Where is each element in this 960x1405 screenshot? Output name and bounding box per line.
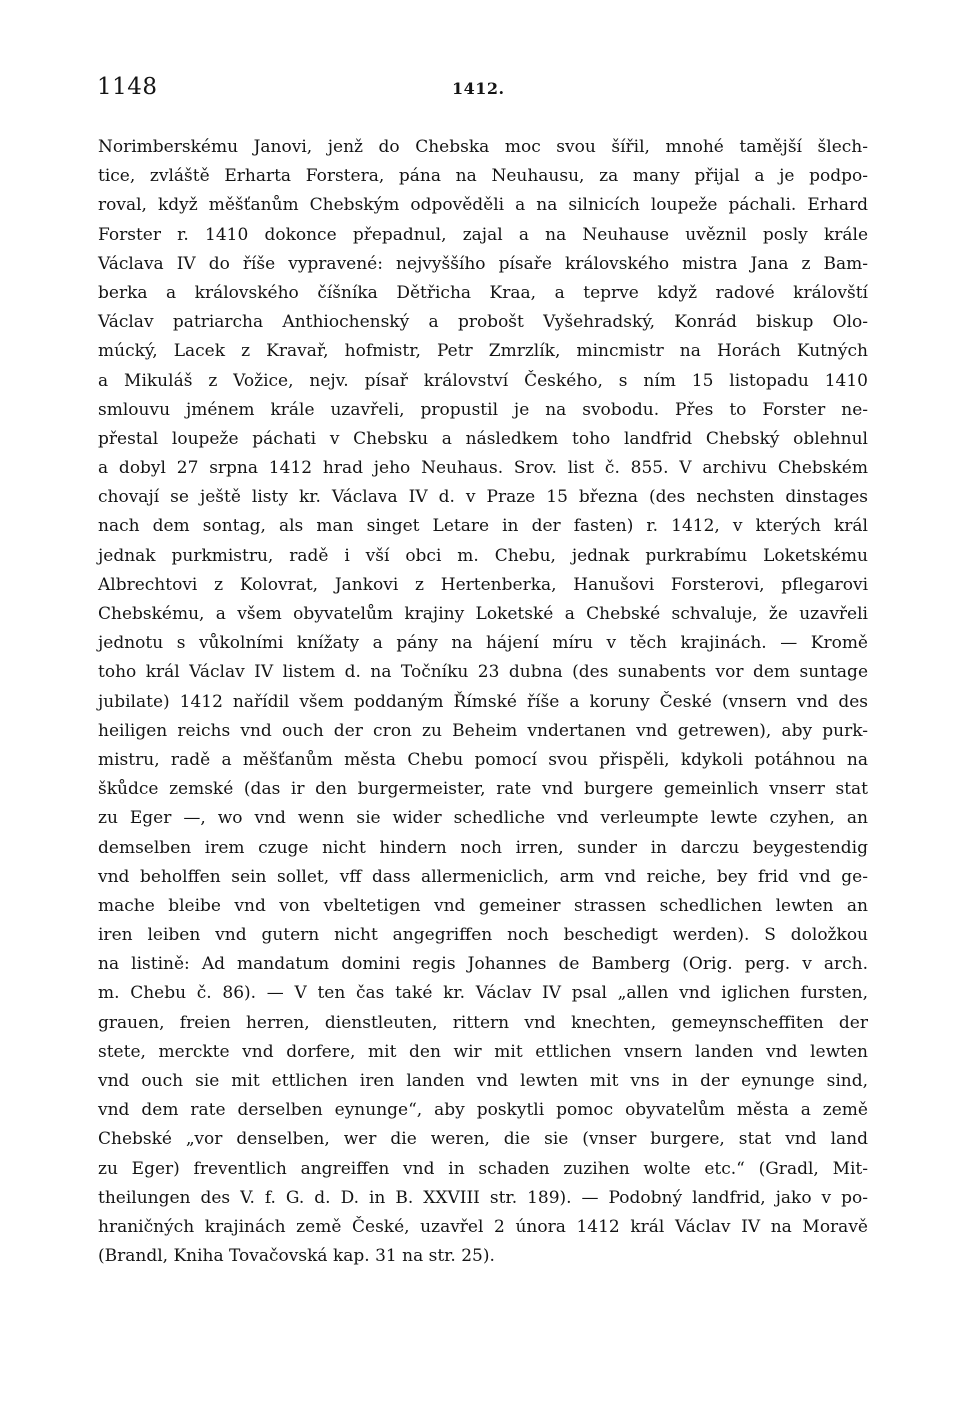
text-line: škůdce zemské (das ir den burgermeister, rate vnd burgere gemeinlich vnserr stat <box>98 779 868 800</box>
text-line: nach dem sontag, als man singet Letare in der fasten) r. 1412, v kterých král <box>98 516 868 537</box>
text-line: mache bleibe vnd von vbeltetigen vnd gemeiner strassen schedlichen lewten an <box>98 895 868 916</box>
text-line: zu Eger) freventlich angreiffen vnd in schaden zuzihen wolte etc.“ (Gradl, Mit- <box>98 1158 868 1179</box>
body-text <box>98 133 868 1271</box>
text-line: heiligen reichs vnd ouch der cron zu Beheim vndertanen vnd getrewen), aby purk- <box>98 720 868 741</box>
text-line: roval, když měšťanům Chebským odpověděli a na silnicích loupeže páchali. Erhard <box>98 195 868 216</box>
text-line: stete, merckte vnd dorfere, mit den wir mit ettlichen vnsern landen vnd lewten <box>98 1041 868 1062</box>
text-line: múcký, Lacek z Kravař, hofmistr, Petr Zmrzlík, mincmistr na Horách Kutných <box>98 341 868 362</box>
text-line: Albrechtovi z Kolovrat, Jankovi z Hertenberka, Hanušovi Forsterovi, pflegarovi <box>98 574 868 595</box>
text-line: hraničných krajinách země České, uzavřel 2 února 1412 král Václav IV na Moravě <box>98 1216 868 1237</box>
text-line: chovají se ještě listy kr. Václava IV d. v Praze 15 března (des nechsten dinstages <box>98 487 868 508</box>
text-line: vnd ouch sie mit ettlichen iren landen vnd lewten mit vns in der eynunge sind, <box>98 1071 868 1091</box>
text-line: Forster r. 1410 dokonce přepadnul, zajal a na Neuhause uvěznil posly krále <box>98 224 868 245</box>
text-line: na listině: Ad mandatum domini regis Johannes de Bamberg (Orig. perg. v arch. <box>98 954 868 975</box>
text-line: berka a královského číšníka Dětřicha Kraa, a teprve když radové královští <box>98 282 868 303</box>
page-number: 1148 <box>97 74 158 100</box>
text-line: vnd beholffen sein sollet, vff dass allermeniclich, arm vnd reiche, bey frid vnd ge- <box>98 866 868 887</box>
text-line: jednotu s vůkolními knížaty a pány na hájení míru v těch krajinách. — Kromě <box>98 633 868 654</box>
text-line: Chebskému, a všem obyvatelům krajiny Loketské a Chebské schvaluje, že uzavřeli <box>98 604 868 624</box>
text-line: jednak purkmistru, radě i vší obci m. Chebu, jednak purkrabímu Loketskému <box>98 545 868 566</box>
text-line: Václav patriarcha Anthiochenský a probošt Vyšehradský, Konrád biskup Olo- <box>98 312 868 333</box>
text-line: (Brandl, Kniha Tovačovská kap. 31 na str. 25). <box>98 1246 495 1267</box>
text-line: iren leiben vnd gutern nicht angegriffen noch beschedigt werden). S doložkou <box>98 925 868 946</box>
text-line: tice, zvláště Erharta Forstera, pána na Neuhausu, za many přijal a je podpo- <box>98 166 868 187</box>
text-line: přestal loupeže páchati v Chebsku a následkem toho landfrid Chebský oblehnul <box>98 428 868 449</box>
text-line: demselben irem czuge nicht hindern noch irren, sunder in darczu beygestendig <box>98 837 868 858</box>
text-line: toho král Václav IV listem d. na Točníku 23 dubna (des sunabents vor dem suntage <box>98 662 868 683</box>
text-line: m. Chebu č. 86). — V ten čas také kr. Václav IV psal „allen vnd iglichen fursten, <box>98 983 868 1004</box>
text-line: theilungen des V. f. G. d. D. in B. XXVIII str. 189). — Podobný landfrid, jako v po- <box>98 1187 868 1208</box>
text-line: vnd dem rate derselben eynunge“, aby poskytli pomoc obyvatelům města a země <box>98 1100 868 1121</box>
text-line: smlouvu jménem krále uzavřeli, propustil je na svobodu. Přes to Forster ne- <box>98 399 868 420</box>
text-line: grauen, freien herren, dienstleuten, rittern vnd knechten, gemeynscheffiten der <box>98 1012 868 1033</box>
text-line: a Mikuláš z Vožice, nejv. písař království Českého, s ním 15 listopadu 1410 <box>98 370 868 391</box>
running-head-year: 1412. <box>452 79 505 98</box>
text-line: Norimberskému Janovi, jenž do Chebska moc svou šířil, mnohé tamější šlech- <box>98 137 868 157</box>
text-line: mistru, radě a měšťanům města Chebu pomocí svou přispěli, kdykoli potáhnou na <box>98 749 868 770</box>
text-line: zu Eger —, wo vnd wenn sie wider schedliche vnd verleumpte lewte czyhen, an <box>98 808 868 829</box>
text-line: a dobyl 27 srpna 1412 hrad jeho Neuhaus. Srov. list č. 855. V archivu Chebském <box>98 458 868 479</box>
text-line: Václava IV do říše vypravené: nejvyššího písaře královského mistra Jana z Bam- <box>98 253 868 274</box>
text-line: Chebské „vor denselben, wer die weren, die sie (vnser burgere, stat vnd land <box>98 1129 868 1150</box>
text-line: jubilate) 1412 nařídil všem poddaným Římské říše a koruny České (vnsern vnd des <box>98 691 868 712</box>
